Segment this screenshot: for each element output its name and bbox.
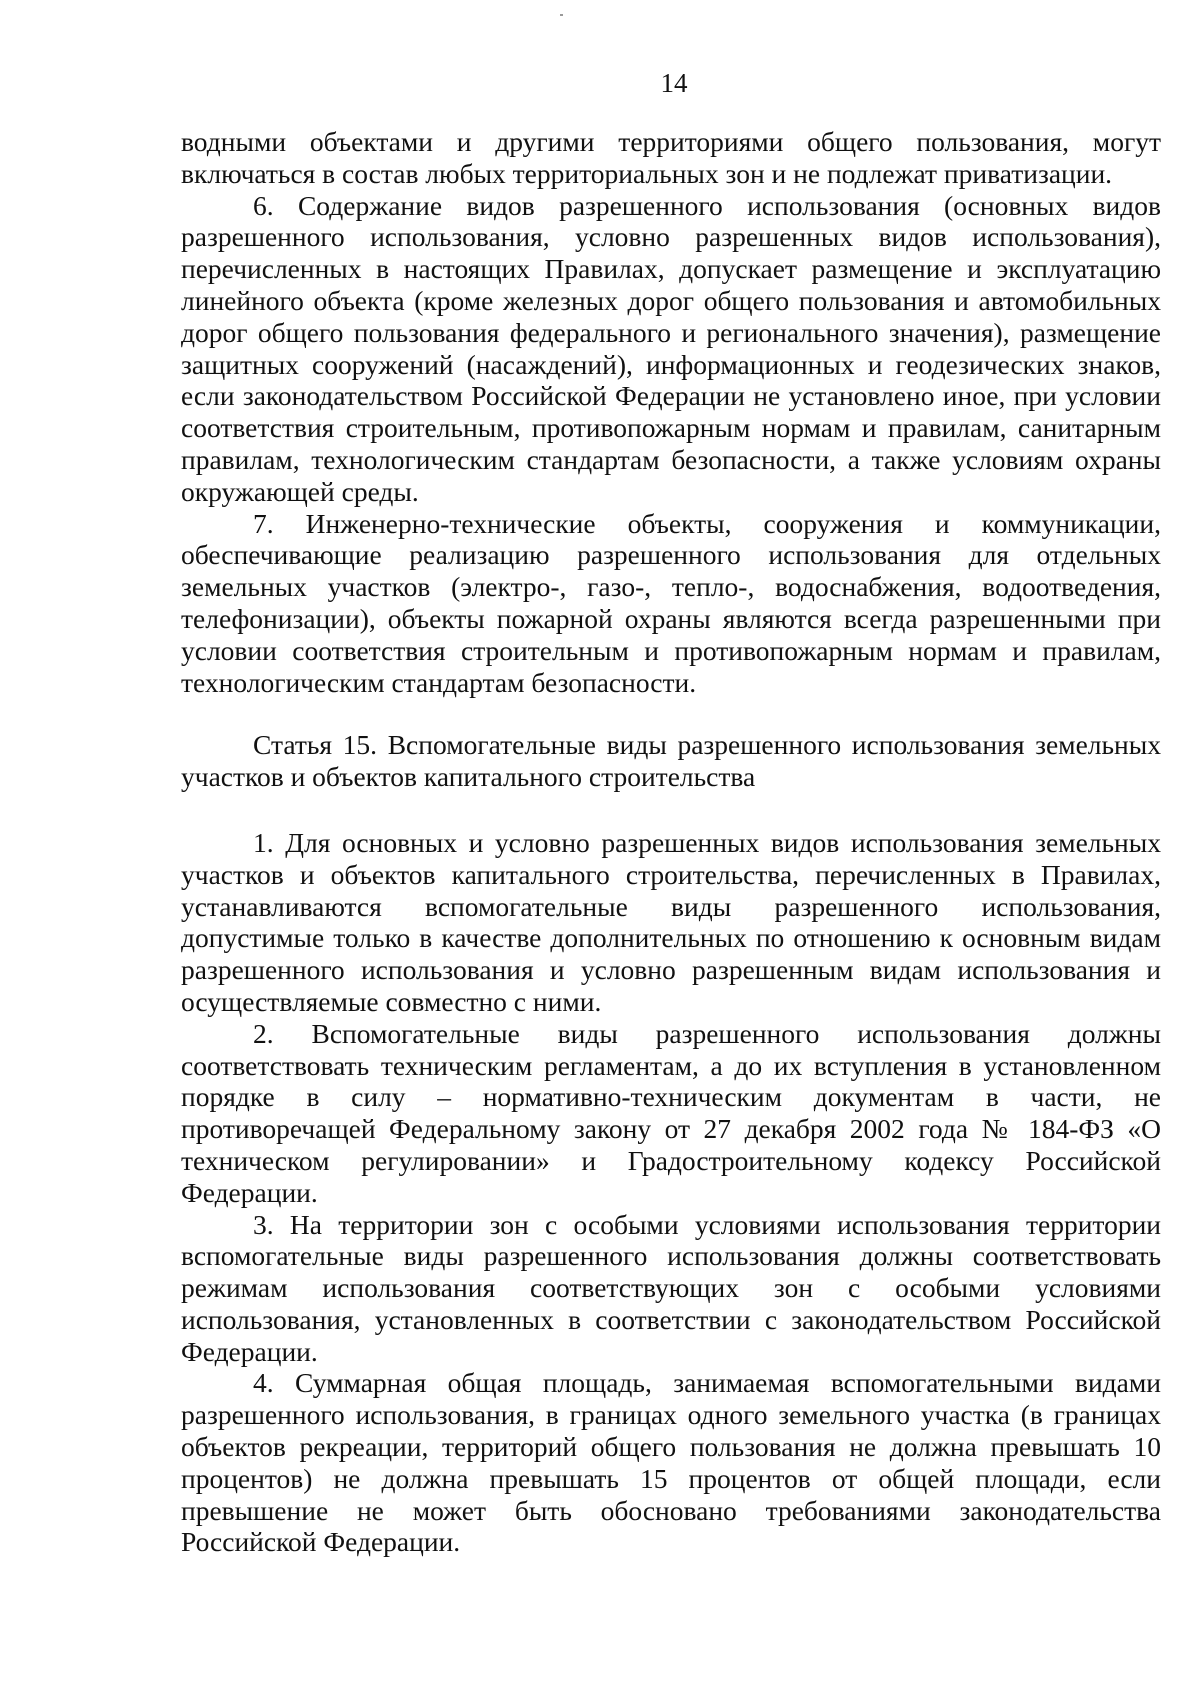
article-paragraph-2: 2. Вспомогательные виды разрешенного использования должны соответствовать техническим регламентам, а до их вступления в установленном порядке в силу – нормативно-техническим документам в части, не противоречащей Федеральному закону от 27 декабря 2002 года № 184-ФЗ «О техническом регулировании» и Градостроительному кодексу Российской Федерации.	[181, 1017, 1161, 1208]
article-paragraph-4: 4. Суммарная общая площадь, занимаемая вспомогательными видами разрешенного использования, в границах одного земельного участка (в границах объектов рекреации, территорий общего пользования не должна превышать 10 процентов) не должна превышать 15 процентов от общей площади, если превышение не может быть обосновано требованиями законодательства Российской Федерации.	[181, 1367, 1161, 1558]
scan-speck	[560, 14, 563, 16]
page-number: 14	[660, 68, 688, 98]
paragraph-continuation: водными объектами и другими территориями общего пользования, могут включаться в состав любых территориальных зон и не подлежат приватизации.	[181, 126, 1161, 189]
article-paragraph-1: 1. Для основных и условно разрешенных видов использования земельных участков и объектов капитального строительства, перечисленных в Правилах, устанавливаются вспомогательные виды разрешенного использования, допустимые только в качестве дополнительных по отношению к основным видам разрешенного использования и условно разрешенным видам использования и осуществляемые совместно с ними.	[181, 826, 1161, 1017]
article-heading: Статья 15. Вспомогательные виды разрешенного использования земельных участков и объектов капитального строительства	[181, 729, 1161, 793]
paragraph-item-6: 6. Содержание видов разрешенного использования (основных видов разрешенного использования, условно разрешенных видов использования), перечисленных в настоящих Правилах, допускает размещение и эксплуатацию линейного объекта (кроме железных дорог общего пользования и автомобильных дорог общего пользования федерального и регионального значения), размещение защитных сооружений (насаждений), информационных и геодезических знаков, если законодательством Российской Федерации не установлено иное, при условии соответствия строительным, противопожарным нормам и правилам, санитарным правилам, технологическим стандартам безопасности, а также условиям охраны окружающей среды.	[181, 189, 1161, 507]
page-body	[181, 126, 1161, 1558]
paragraph-item-7: 7. Инженерно-технические объекты, сооружения и коммуникации, обеспечивающие реализацию разрешенного использования для отдельных земельных участков (электро-, газо-, тепло-, водоснабжения, водоотведения, телефонизации), объекты пожарной охраны являются всегда разрешенными при условии соответствия строительным и противопожарным нормам и правилам, технологическим стандартам безопасности.	[181, 507, 1161, 698]
article-paragraph-3: 3. На территории зон с особыми условиями использования территории вспомогательные виды разрешенного использования должны соответствовать режимам использования соответствующих зон с особыми условиями использования, установленных в соответствии с законодательством Российской Федерации.	[181, 1208, 1161, 1367]
